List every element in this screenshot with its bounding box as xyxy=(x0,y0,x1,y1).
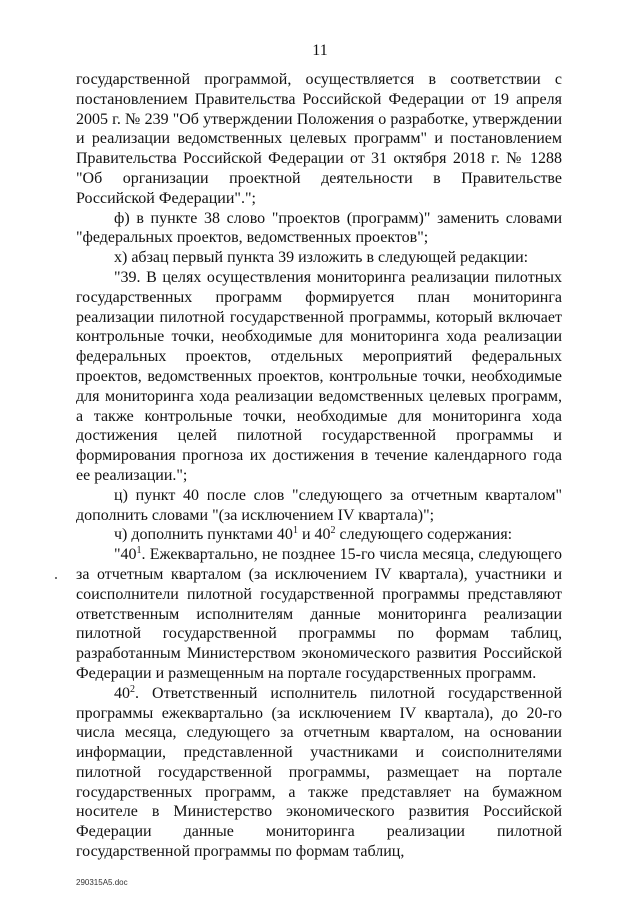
superscript: 2 xyxy=(130,683,135,695)
text-run: ч) дополнить пунктами 40 xyxy=(114,526,293,544)
paragraph: ц) пункт 40 после слов "следующего за отчетным кварталом" дополнить словами "(за исключением IV квартала)"; xyxy=(76,486,562,524)
text-run: и 40 xyxy=(297,526,331,544)
superscript: 1 xyxy=(292,525,298,537)
text-run: . Ответственный исполнитель пилотной государственной программы ежеквартально (за исключением IV квартала), до 20-го числа месяца, следующего за отчетным кварталом, на основании информации, представленной участниками и соисполнителями пилотной государственной программы, размещает на портале государственных программ, а также представляет на бумажном носителе в Министерство экономического развития Российской Федерации данные мониторинга реализации пилотной государственной программы по формам таблиц, xyxy=(76,684,562,861)
text-run: следующего содержания: xyxy=(335,526,513,544)
paragraph xyxy=(76,545,562,684)
paragraph: государственной программой, осуществляется в соответствии с постановлением Правительства Российской Федерации от 19 апреля 2005 г. № 239 "Об утверждении Положения о разработке, утверждении и реализации ведомственных целевых программ" и постановлением Правительства Российской Федерации от 31 октября 2018 г. № 1288 "Об организации проектной деятельности в Правительстве Российской Федерации"."; xyxy=(76,71,562,207)
paragraph: х) абзац первый пункта 39 изложить в следующей редакции: xyxy=(114,249,529,267)
superscript: 1 xyxy=(136,545,142,557)
paragraph xyxy=(76,684,562,862)
text-run: "40 xyxy=(114,546,137,564)
footer-filename: 290315A5.doc xyxy=(76,878,128,887)
paragraph: ф) в пункте 38 слово "проектов (программ)" заменить словами "федеральных проектов, ведомственных проектов"; xyxy=(76,209,562,247)
page-number: 11 xyxy=(312,42,328,59)
text-run: 40 xyxy=(114,684,130,702)
margin-dot xyxy=(55,577,57,579)
document-body xyxy=(76,70,562,862)
superscript: 2 xyxy=(330,525,336,537)
paragraph xyxy=(76,525,562,545)
text-run: . Ежеквартально, не позднее 15-го числа месяца, следующего за отчетным кварталом (за исключением IV квартала), участники и соисполнители пилотной государственной программы представляют ответственным исполнителям данные мониторинга реализации пилотной государственной программы по формам таблиц, разработанным Министерством экономического развития Российской Федерации и размещенным на портале государственных программ. xyxy=(76,546,562,682)
paragraph: "39. В целях осуществления мониторинга реализации пилотных государственных программ формируется план мониторинга реализации пилотной государственной программы, который включает контрольные точки, необходимые для мониторинга хода реализации федеральных проектов, отдельных мероприятий федеральных проектов, ведомственных проектов, контрольные точки, необходимые для мониторинга хода реализации ведомственных целевых программ, а также контрольные точки, необходимые для мониторинга хода достижения целей пилотной государственной программы и формирования прогноза их достижения в течение календарного года ее реализации."; xyxy=(76,268,562,484)
